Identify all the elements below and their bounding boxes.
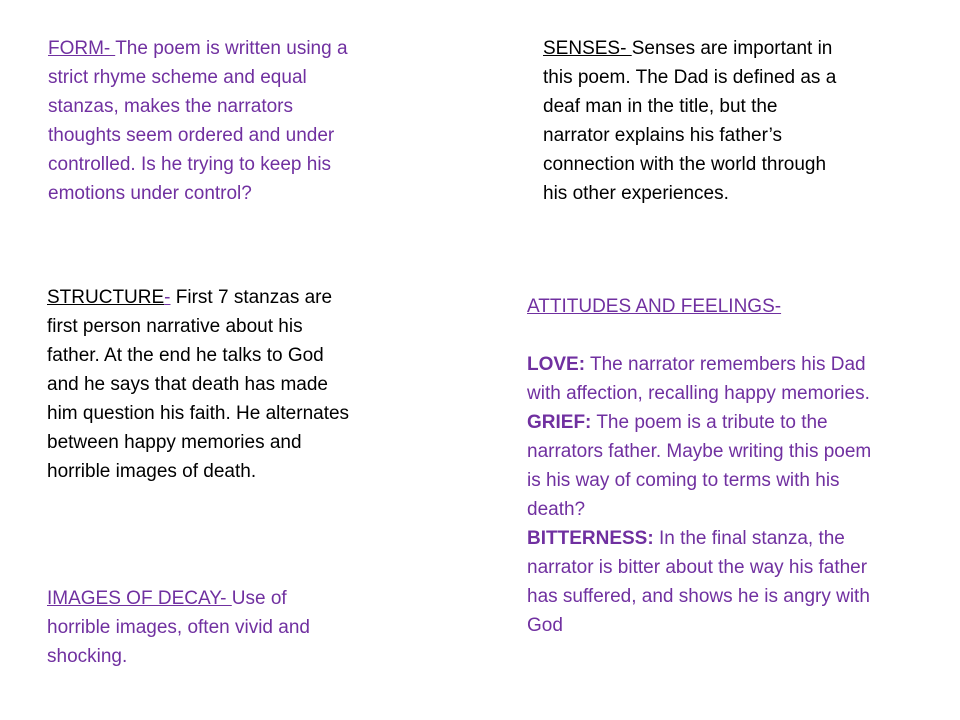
structure-note (47, 283, 357, 486)
structure-heading: STRUCTURE (47, 287, 165, 308)
form-heading: FORM- (48, 38, 116, 59)
attitude-text-grief: The poem is a tribute to the narrators father. Maybe writing this poem is his way of coming to terms with his death? (527, 412, 872, 520)
attitude-label-love: LOVE: (527, 354, 586, 375)
senses-heading: SENSES- (543, 38, 632, 59)
attitudes-heading: ATTITUDES AND FEELINGS- (527, 296, 782, 317)
attitude-text-love: The narrator remembers his Dad with affection, recalling happy memories. (527, 354, 870, 404)
attitude-text-bitterness: In the final stanza, the narrator is bitter about the way his father has suffered, and shows he is angry with God (527, 528, 870, 636)
images-of-decay-heading: IMAGES OF DECAY- (47, 588, 232, 609)
attitude-item-love (527, 350, 887, 408)
structure-text: First 7 stanzas are first person narrative about his father. At the end he talks to God and he says that death has made him question his faith. He alternates between happy memories and horrible images of death. (47, 287, 350, 482)
attitude-item-bitterness (527, 524, 887, 640)
attitudes-note (527, 292, 887, 640)
senses-text: Senses are important in this poem. The Dad is defined as a deaf man in the title, but the narrator explains his father’s connection with the world through his other experiences. (543, 38, 837, 204)
images-of-decay-note (47, 584, 337, 671)
structure-heading-dash: - (164, 287, 171, 308)
attitudes-spacer (527, 321, 887, 350)
attitude-item-grief (527, 408, 887, 524)
attitude-label-grief: GRIEF: (527, 412, 592, 433)
form-note (48, 34, 348, 208)
form-text: The poem is written using a strict rhyme scheme and equal stanzas, makes the narrators thoughts seem ordered and under controlled. Is he trying to keep his emotions under control? (48, 38, 348, 204)
senses-note (543, 34, 843, 208)
attitude-label-bitterness: BITTERNESS: (527, 528, 654, 549)
images-of-decay-text: Use of horrible images, often vivid and shocking. (47, 588, 310, 667)
